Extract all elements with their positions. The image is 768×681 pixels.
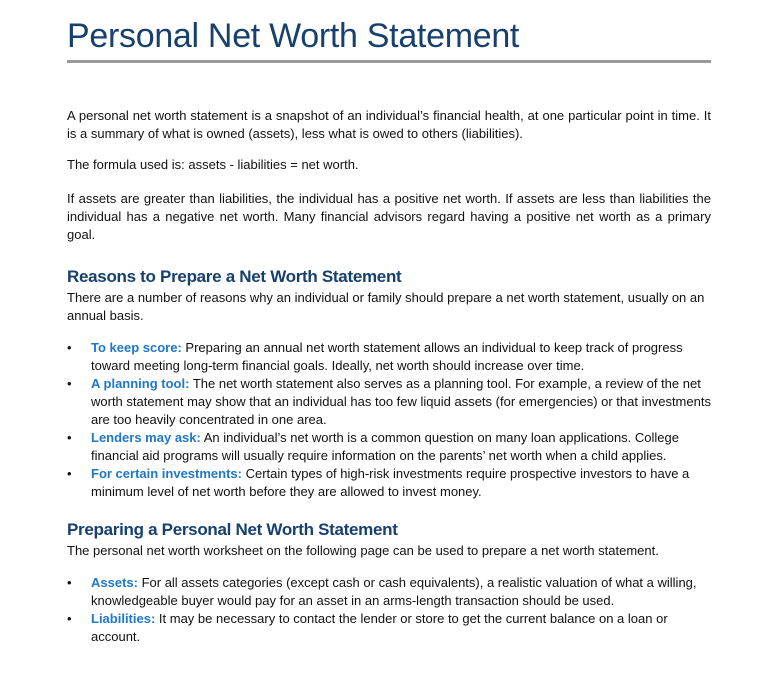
intro-section xyxy=(67,107,711,244)
intro-paragraph-comparison: If assets are greater than liabilities, the individual has a positive net worth. If assets are less than liabilities the individual has a negative net worth. Many financial advisors regard having a positive net worth as a primary goal. xyxy=(67,191,711,242)
bullet-icon: • xyxy=(67,466,72,481)
bullet-icon: • xyxy=(67,430,72,445)
bullet-icon: • xyxy=(67,376,72,391)
list-item-text: It may be necessary to contact the lender or store to get the current balance on a loan or account. xyxy=(91,611,668,644)
list-item-text: Preparing an annual net worth statement allows an individual to keep track of progress toward meeting long-term financial goals. Ideally, net worth should increase over time. xyxy=(91,340,683,373)
list-item xyxy=(67,574,711,610)
list-item xyxy=(67,375,711,429)
list-item-term: Lenders may ask: xyxy=(91,430,201,445)
list-item xyxy=(67,339,711,375)
list-item xyxy=(67,610,711,646)
intro-paragraph-formula: The formula used is: assets - liabilities = net worth. xyxy=(67,157,359,172)
list-item xyxy=(67,465,711,501)
section-text-reasons: There are a number of reasons why an individual or family should prepare a net worth statement, usually on an annual basis. xyxy=(67,290,705,323)
list-item-text: For all assets categories (except cash or cash equivalents), a realistic valuation of what a willing, knowledgeable buyer would pay for an asset in an arms-length transaction should be used. xyxy=(91,575,697,608)
section-heading-reasons: Reasons to Prepare a Net Worth Statement xyxy=(67,267,402,286)
list-item xyxy=(67,429,711,465)
list-item-term: Liabilities: xyxy=(91,611,156,626)
title-divider xyxy=(67,60,711,63)
bullet-icon: • xyxy=(67,340,72,355)
preparing-list xyxy=(67,574,711,646)
intro-paragraph-definition: A personal net worth statement is a snapshot of an individual’s financial health, at one particular point in time. It is a summary of what is owned (assets), less what is owed to others (liabilities). xyxy=(67,108,711,141)
list-item-text: Certain types of high-risk investments require prospective investors to have a minimum level of net worth before they are allowed to invest money. xyxy=(91,466,690,499)
bullet-icon: • xyxy=(67,575,72,590)
bullet-icon: • xyxy=(67,611,72,626)
list-item-text: The net worth statement also serves as a planning tool. For example, a review of the net worth statement may show that an individual has too few liquid assets (for emergencies) or that investments are too heavily concentrated in one area. xyxy=(91,376,711,427)
section-heading-preparing: Preparing a Personal Net Worth Statement xyxy=(67,520,398,539)
list-item-text: An individual’s net worth is a common question on many loan applications. College financial aid programs will usually require information on the parents’ net worth when a child applies. xyxy=(91,430,679,463)
list-item-term: Assets: xyxy=(91,575,138,590)
list-item-term: To keep score: xyxy=(91,340,182,355)
list-item-term: For certain investments: xyxy=(91,466,242,481)
section-text-preparing: The personal net worth worksheet on the following page can be used to prepare a net worth statement. xyxy=(67,543,659,558)
reasons-list xyxy=(67,339,711,501)
page-title: Personal Net Worth Statement xyxy=(67,17,520,55)
document-page xyxy=(67,0,711,646)
list-item-term: A planning tool: xyxy=(91,376,190,391)
